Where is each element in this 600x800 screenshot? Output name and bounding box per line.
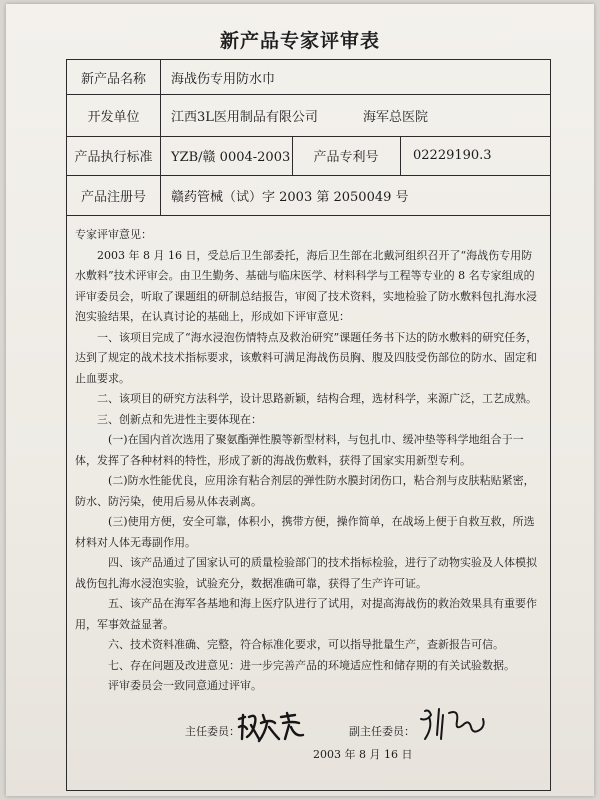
opinion-item-6: 六、技术资料准确、完整，符合标准化要求，可以指导批量生产，查新报告可信。 (108, 638, 504, 651)
opinion-heading: 专家评审意见： (75, 228, 152, 241)
registration-label: 产品注册号 (80, 189, 146, 205)
review-date: 2003 年 8 月 16 日 (313, 748, 413, 761)
developer-value-2: 海军总医院 (363, 109, 429, 125)
product-name-label: 新产品名称 (80, 71, 146, 87)
opinion-item-3c: (三)使用方便，安全可靠，体积小，携带方便，操作简单，在战场上便于自救互救，所选材料对人体无毒副作用。 (75, 515, 535, 549)
registration-value: 赣药管械（试）字 2003 第 2050049 号 (171, 189, 409, 205)
patent-value: 02229190.3 (413, 148, 492, 163)
opinion-intro: 2003 年 8 月 16 日，受总后卫生部委托，海后卫生部在北戴河组织召开了“海战伤专用防水敷料”技术评审会。由卫生勤务、基础与临床医学、材料科学与工程等专业的 8 名专家组成的评审委员会，听取了课题组的研制总结报告，审阅了技术资料，实地检验了防水敷料包扎海水浸泡实验结果，在认真讨论的基础上，形成如下评审意见： (75, 248, 537, 323)
signature-row (67, 715, 552, 755)
developer-value: 江西3L医用制品有限公司 (171, 109, 318, 125)
opinion-item-3b: (二)防水性能优良，应用涂有粘合剂层的弹性防水膜封闭伤口，粘合剂与皮肤粘贴紧密，防水、防污染，使用后易从体表剥离。 (75, 474, 535, 508)
review-form-table (66, 59, 551, 791)
opinion-item-3: 三、创新点和先进性主要体现在： (97, 412, 262, 426)
product-name-value: 海战伤专用防水巾 (171, 71, 276, 87)
opinion-item-2: 二、该项目的研究方法科学，设计思路新颖，结构合理，选材科学，来源广泛，工艺成熟。 (97, 392, 537, 405)
row-divider (67, 215, 550, 216)
expert-opinion-section (75, 225, 543, 697)
opinion-item-3a: (一)在国内首次选用了聚氨酯弹性膜等新型材料，与包扎巾、缓冲垫等科学地组合于一体，发挥了各种材料的特性，形成了新的海战伤敷料，获得了国家实用新型专利。 (75, 433, 524, 467)
standard-value: YZB/赣 0004-2003 (171, 150, 291, 165)
opinion-item-4: 四、该产品通过了国家认可的质量检验部门的技术指标检验，进行了动物实验及人体模拟战伤包扎海水浸泡实验，试验充分，数据准确可靠，获得了生产许可证。 (75, 556, 537, 590)
column-divider (160, 60, 161, 215)
column-divider (400, 136, 401, 175)
developer-label: 开发单位 (87, 109, 140, 125)
document-page (6, 4, 594, 796)
patent-label: 产品专利号 (313, 150, 379, 165)
opinion-conclusion: 评审委员会一致同意通过评审。 (108, 679, 262, 692)
vice-chair-label: 副主任委员： (349, 725, 415, 738)
opinion-item-7: 七、存在问题及改进意见：进一步完善产品的环境适应性和储存期的有关试验数据。 (108, 658, 515, 672)
chair-label: 主任委员： (185, 725, 240, 738)
document-title: 新产品专家评审表 (219, 30, 380, 52)
vice-chair-signature (419, 705, 489, 745)
standard-label: 产品执行标准 (74, 150, 153, 165)
opinion-item-5: 五、该产品在海军各基地和海上医疗队进行了试用，对提高海战伤的救治效果具有重要作用，军事效益显著。 (75, 597, 537, 631)
opinion-item-1: 一、该项目完成了“海水浸泡伤情特点及救治研究”课题任务书下达的防水敷料的研究任务，达到了规定的战术技术指标要求，该敷料可满足海战伤员胸、腹及四肢受伤部位的防水、固定和止血要求。 (75, 330, 538, 385)
chair-signature (235, 709, 307, 745)
